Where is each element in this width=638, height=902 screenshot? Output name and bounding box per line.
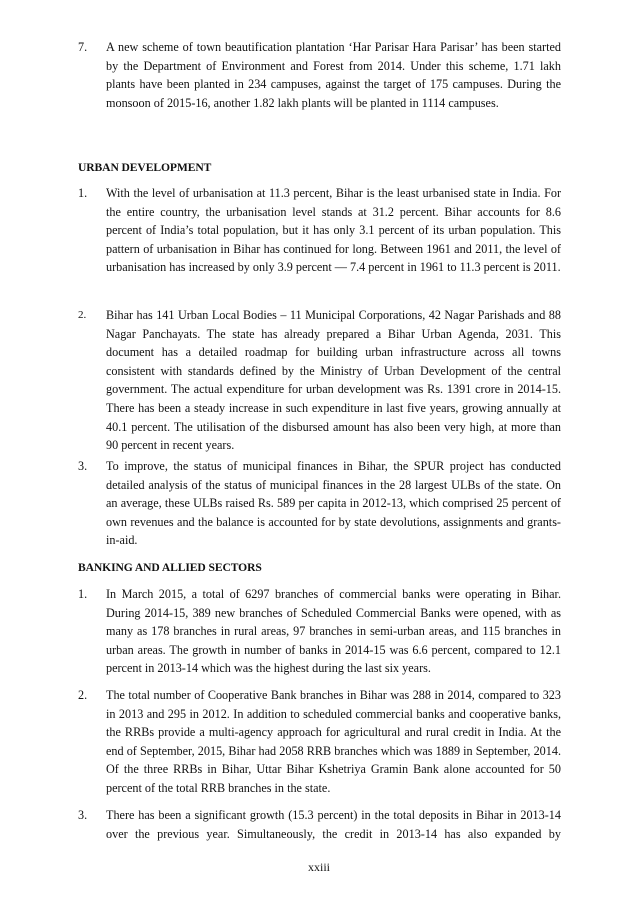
paragraph-urban-3 [78, 457, 561, 550]
paragraph-number: 7. [78, 40, 88, 54]
section-heading-urban-development: URBAN DEVELOPMENT [78, 161, 212, 174]
paragraph-number: 2. [78, 688, 88, 702]
paragraph-text: There has been a significant growth (15.3 percent) in the total deposits in Bihar in 2013-14 over the previous year. Simultaneously, the credit in 2013-14 has also expanded by [106, 808, 561, 841]
paragraph-number: 2. [78, 309, 87, 321]
paragraph-banking-3 [78, 806, 561, 843]
paragraph-number: 3. [78, 808, 88, 822]
paragraph-text: In March 2015, a total of 6297 branches of commercial banks were operating in Bihar. During 2014-15, 389 new branches of Scheduled Commercial Banks were opened, with as many as 178 branches in rural areas, 97 branches in semi-urban areas, and 115 branches in urban areas. The growth in number of banks in 2014-15 was 6.6 percent, compared to 12.1 percent in 2013-14 which was the highest during the last six years. [106, 587, 561, 676]
paragraph-top-7 [78, 38, 561, 112]
paragraph-urban-2 [78, 306, 561, 455]
paragraph-text: To improve, the status of municipal finances in Bihar, the SPUR project has conducted detailed analysis of the status of municipal finances in the 28 largest ULBs of the state. On an average, these ULBs raised Rs. 589 per capita in 2012-13, which comprised 25 percent of own revenues and the balance is accounted for by state devolutions, assignments and grants-in-aid. [106, 459, 561, 548]
paragraph-banking-1 [78, 585, 561, 678]
paragraph-text: With the level of urbanisation at 11.3 percent, Bihar is the least urbanised state in India. For the entire country, the urbanisation level stands at 31.2 percent. Bihar accounts for 8.6 percent of India’s total population, but it has only 3.1 percent of its urban population. This pattern of urbanisation in Bihar has continued for long. Between 1961 and 2011, the level of urbanisation has increased by only 3.9 percent — 7.4 percent in 1961 to 11.3 percent is 2011. [106, 186, 561, 275]
paragraph-text: Bihar has 141 Urban Local Bodies – 11 Municipal Corporations, 42 Nagar Parishads and 88 Nagar Panchayats. The state has already prepared a Bihar Urban Agenda, 2031. This document has a detailed roadmap for building urban infrastructure across all towns consistent with standards defined by the Ministry of Urban Development of the central government. The actual expenditure for urban development was Rs. 1391 crore in 2014-15. There has been a steady increase in such expenditure in last five years, growing annually at 40.1 percent. The utilisation of the disbursed amount has also been very high, at more than 90 percent in recent years. [106, 308, 561, 453]
page-number: xxiii [307, 860, 330, 874]
paragraph-urban-1 [78, 184, 561, 277]
paragraph-number: 3. [78, 459, 88, 473]
paragraph-banking-2 [78, 686, 561, 798]
paragraph-number: 1. [78, 587, 88, 601]
section-heading-banking: BANKING AND ALLIED SECTORS [78, 561, 262, 574]
paragraph-number: 1. [78, 186, 88, 200]
paragraph-text: A new scheme of town beautification plantation ‘Har Parisar Hara Parisar’ has been started by the Department of Environment and Forest from 2014. Under this scheme, 1.71 lakh plants have been planted in 234 campuses, against the target of 175 campuses. During the monsoon of 2015-16, another 1.82 lakh plants will be planted in 1114 campuses. [106, 40, 561, 110]
paragraph-text: The total number of Cooperative Bank branches in Bihar was 288 in 2014, compared to 323 in 2013 and 295 in 2012. In addition to scheduled commercial banks and cooperative banks, the RRBs provide a multi-agency approach for agricultural and rural credit in India. At the end of September, 2015, Bihar had 2058 RRB branches which was 1889 in September, 2014. Of the three RRBs in Bihar, Uttar Bihar Kshetriya Gramin Bank alone accounted for 50 percent of the total RRB branches in the state. [106, 688, 561, 795]
